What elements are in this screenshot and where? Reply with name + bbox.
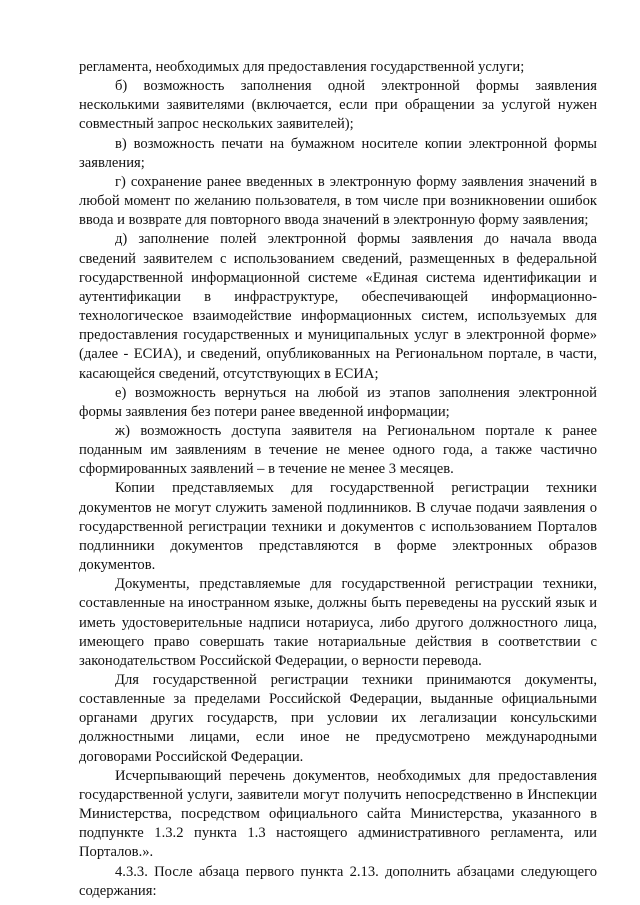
paragraph-foreign-language: Документы, представляемые для государственной регистрации техники, составленные на иностранном языке, должны быть переведены на русский язык и иметь удостоверительные надписи нотариуса, либо другого должностного лица, имеющего право совершать такие нотариальные действия в соответствии с законодательством Российской Федерации, о верности перевода. (79, 576, 597, 669)
paragraph-continuation: регламента, необходимых для предоставления государственной услуги; (79, 59, 525, 75)
paragraph-item-zh: ж) возможность доступа заявителя на Региональном портале к ранее поданным им заявлениям в течение не менее одного года, а также частично сформированных заявлений – в течение не менее 3 месяцев. (79, 422, 597, 478)
paragraph-legalization: Для государственной регистрации техники принимаются документы, составленные за пределами Российской Федерации, выданные официальными органами других государств, при условии их легализации консульскими должностными лицами, если иное не предусмотрено международными договорами Российской Федерации. (79, 672, 597, 765)
paragraph-item-v: в) возможность печати на бумажном носителе копии электронной формы заявления; (79, 135, 597, 171)
paragraph-item-e: е) возможность вернуться на любой из этапов заполнения электронной формы заявления без потери ранее введенной информации; (79, 384, 597, 420)
paragraph-item-d: д) заполнение полей электронной формы заявления до начала ввода сведений заявителем с использованием сведений, размещенных в федеральной государственной информационной системе «Единая система идентификации и аутентификации в инфраструктуре, обеспечивающей информационно-технологическое взаимодействие информационных систем, используемых для предоставления государственных и муниципальных услуг в электронной форме» (далее - ЕСИА), и сведений, опубликованных на Региональном портале, в части, касающейся сведений, отсутствующих в ЕСИА; (79, 231, 597, 382)
paragraph-amendment-4-3-3: 4.3.3. После абзаца первого пункта 2.13. дополнить абзацами следующего содержания: (79, 863, 597, 899)
paragraph-copies: Копии представляемых для государственной регистрации техники документов не могут служить заменой подлинников. В случае подачи заявления о государственной регистрации техники и документов с использованием Порталов подлинники документов представляются в форме электронных образов документов. (79, 480, 597, 574)
document-body (79, 58, 597, 901)
paragraph-document-list: Исчерпывающий перечень документов, необходимых для предоставления государственной услуги, заявители могут получить непосредственно в Инспекции Министерства, посредством официального сайта Министерства, указанного в подпункте 1.3.2 пункта 1.3 настоящего административного регламента, или Порталов.». (79, 767, 597, 861)
paragraph-item-g: г) сохранение ранее введенных в электронную форму заявления значений в любой момент по желанию пользователя, в том числе при возникновении ошибок ввода и возврате для повторного ввода значений в электронную форму заявления; (79, 173, 597, 229)
paragraph-item-b: б) возможность заполнения одной электронной формы заявления несколькими заявителями (включается, если при обращении за услугой нужен совместный запрос нескольких заявителей); (79, 78, 597, 133)
